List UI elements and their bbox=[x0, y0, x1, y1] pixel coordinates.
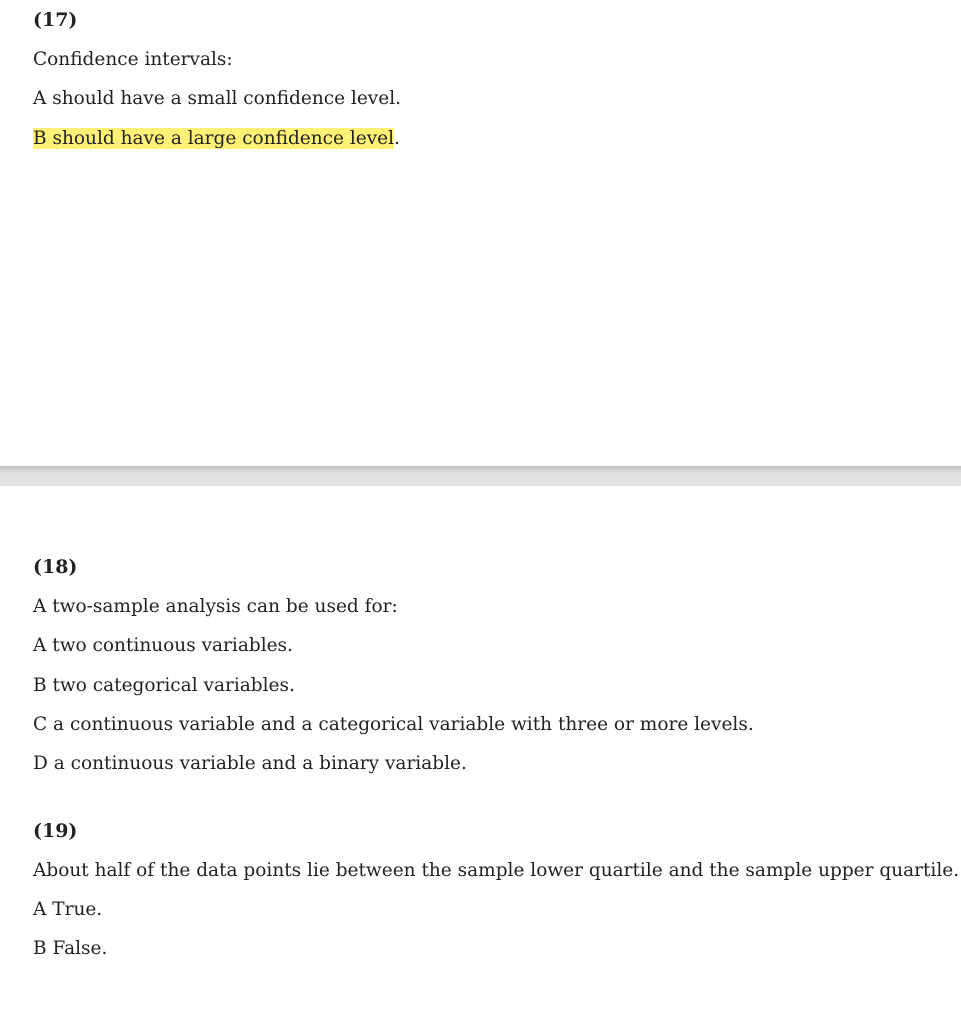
pdf-page-top bbox=[0, 0, 961, 466]
question-18-option-b bbox=[33, 674, 295, 698]
question-18-prompt: A two-sample analysis can be used for: bbox=[33, 596, 398, 617]
question-18-option-c bbox=[33, 713, 754, 737]
question-18-option-a bbox=[33, 634, 293, 658]
option-text: two continuous variables. bbox=[52, 635, 293, 656]
option-letter: B bbox=[33, 938, 47, 959]
highlighted-answer bbox=[33, 128, 394, 149]
question-19-option-b bbox=[33, 937, 107, 961]
option-letter: D bbox=[33, 753, 48, 774]
question-17-option-b bbox=[33, 127, 400, 151]
option-letter: B bbox=[33, 128, 47, 149]
option-text: a continuous variable and a binary variable. bbox=[53, 753, 467, 774]
option-letter: A bbox=[33, 88, 47, 109]
option-text: two categorical variables. bbox=[52, 675, 295, 696]
option-text: False. bbox=[52, 938, 108, 959]
question-19-number: (19) bbox=[33, 820, 78, 842]
option-letter: A bbox=[33, 635, 47, 656]
question-17-prompt: Confidence intervals: bbox=[33, 49, 233, 70]
option-letter: C bbox=[33, 714, 48, 735]
question-19-prompt: About half of the data points lie between the sample lower quartile and the sample upper quartile. bbox=[33, 860, 960, 881]
question-19-option-a bbox=[33, 898, 102, 922]
question-18-number: (18) bbox=[33, 556, 78, 578]
question-17-number: (17) bbox=[33, 9, 78, 31]
page-separator bbox=[0, 466, 961, 486]
option-text: a continuous variable and a categorical variable with three or more levels. bbox=[53, 714, 754, 735]
option-letter: A bbox=[33, 899, 47, 920]
option-text-rest: . bbox=[394, 128, 400, 149]
option-letter: B bbox=[33, 675, 47, 696]
pdf-page-bottom bbox=[0, 486, 961, 1024]
option-text: True. bbox=[52, 899, 103, 920]
option-text: should have a small confidence level. bbox=[52, 88, 401, 109]
question-17-option-a bbox=[33, 87, 401, 111]
question-18-option-d bbox=[33, 752, 467, 776]
option-text-highlighted: should have a large confidence level bbox=[52, 128, 395, 149]
